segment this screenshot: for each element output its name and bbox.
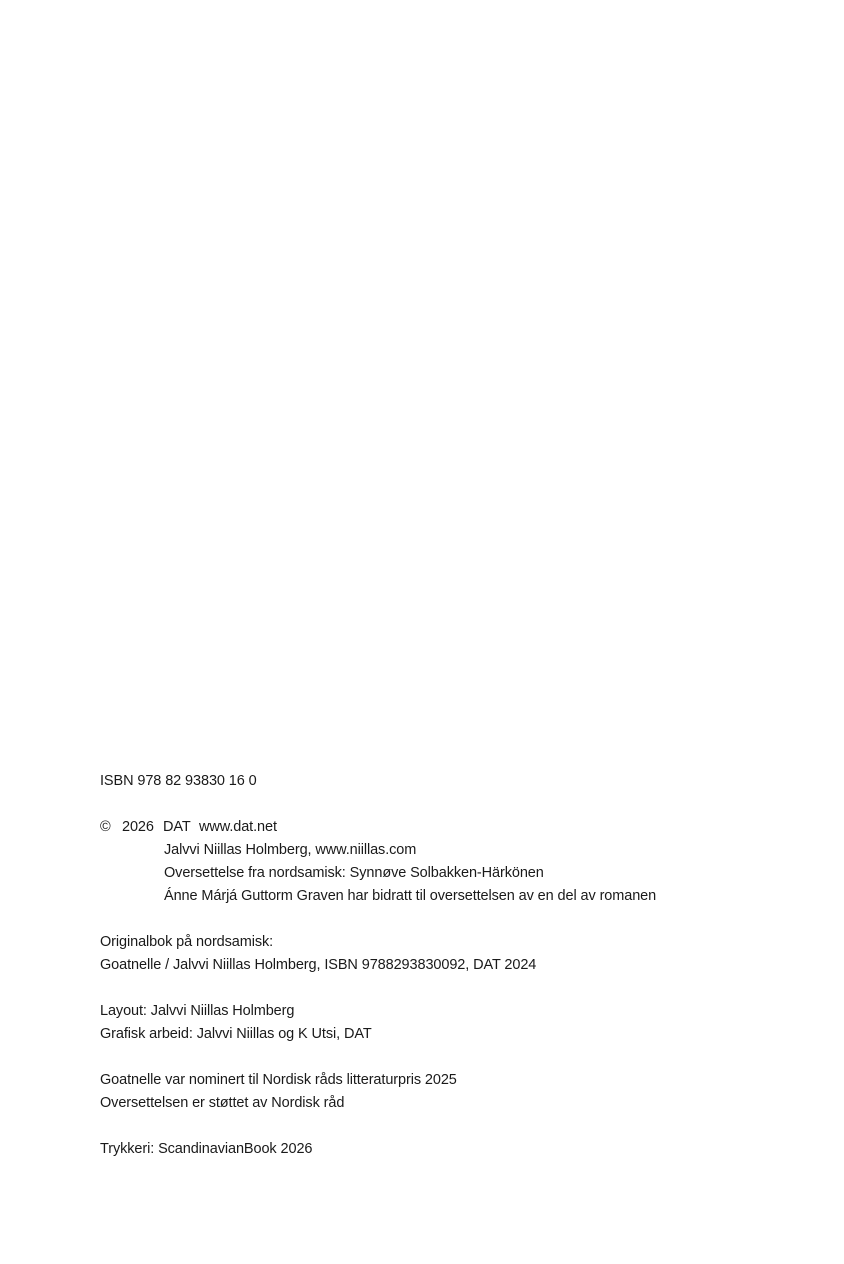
isbn-line: ISBN 978 82 93830 16 0 <box>100 773 257 789</box>
original-details: Goatnelle / Jalvvi Niillas Holmberg, ISBN 9788293830092, DAT 2024 <box>100 957 537 973</box>
colophon-block <box>100 770 820 1161</box>
contributor-line: Ánne Márjá Guttorm Graven har bidratt til oversettelsen av en del av romanen <box>164 888 657 904</box>
copyright-symbol: © <box>100 819 111 835</box>
original-heading: Originalbok på nordsamisk: <box>100 934 274 950</box>
copyright-publisher: DAT <box>163 819 191 835</box>
spacer <box>100 1046 820 1069</box>
layout-credit: Layout: Jalvvi Niillas Holmberg <box>100 1003 295 1019</box>
spacer <box>100 977 820 1000</box>
spacer <box>100 793 820 816</box>
support-note: Oversettelsen er støttet av Nordisk råd <box>100 1095 345 1111</box>
author-line: Jalvvi Niillas Holmberg, www.niillas.com <box>164 842 417 858</box>
spacer <box>100 908 820 931</box>
copyright-line <box>100 816 820 839</box>
graphics-credit: Grafisk arbeid: Jalvvi Niillas og K Utsi, DAT <box>100 1026 372 1042</box>
translator-line: Oversettelse fra nordsamisk: Synnøve Solbakken-Härkönen <box>164 865 544 881</box>
nomination-note: Goatnelle var nominert til Nordisk råds litteraturpris 2025 <box>100 1072 457 1088</box>
publisher-url: www.dat.net <box>199 819 277 835</box>
spacer <box>100 1115 820 1138</box>
copyright-year: 2026 <box>122 819 154 835</box>
printer-line: Trykkeri: ScandinavianBook 2026 <box>100 1141 313 1157</box>
